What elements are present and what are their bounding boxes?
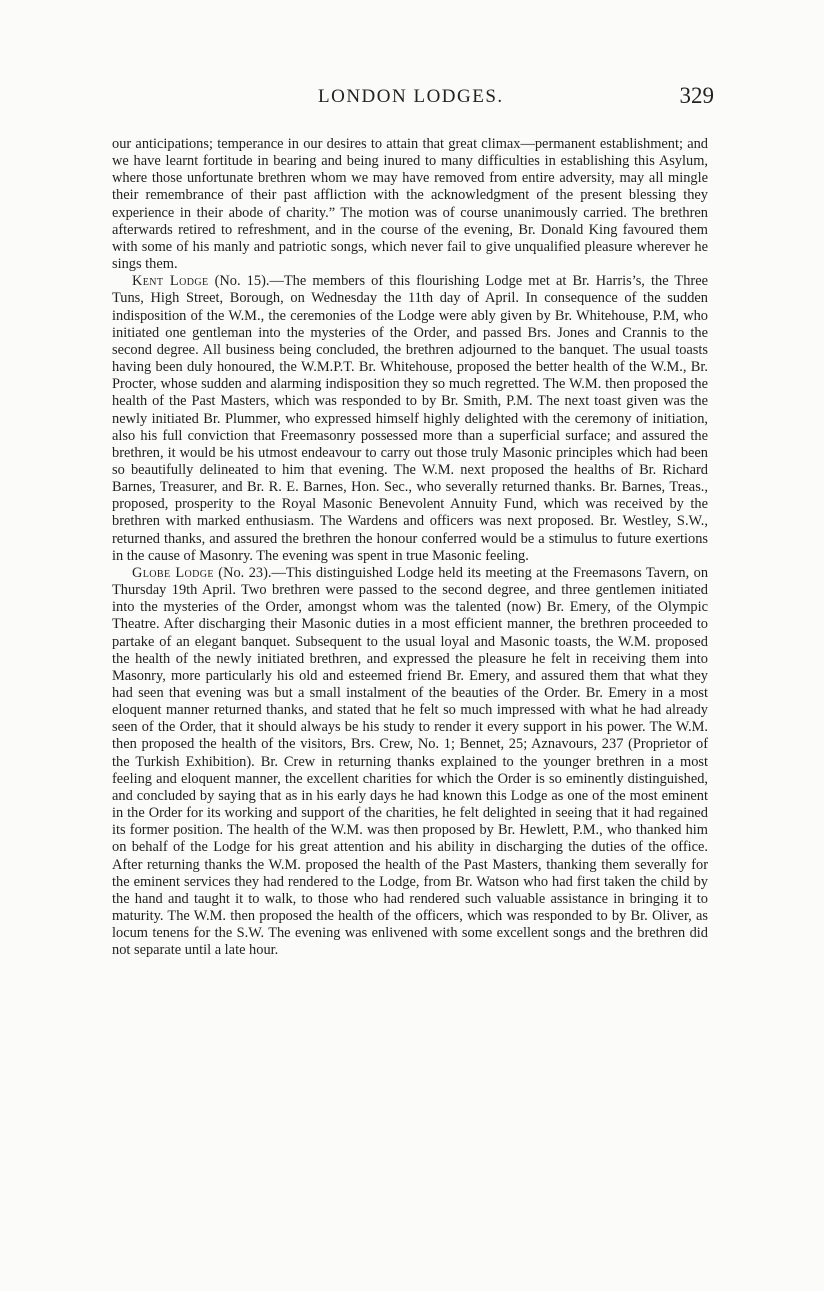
page-number: 329 bbox=[679, 83, 714, 108]
paragraph-globe-lodge bbox=[112, 565, 708, 960]
article-body bbox=[112, 136, 708, 960]
paragraph-kent-lodge bbox=[112, 273, 708, 565]
running-title: LONDON LODGES. bbox=[318, 86, 504, 107]
paragraph-text: our anticipations; temperance in our desires to attain that great climax—permanent establishment; and we have learnt fortitude in bearing and being inured to many difficulties in establishing this Asylum, where those unfortunate brethren whom we may have removed from entire adversity, may all mingle their remembrance of their past affliction with the acknowledgment of the present blessing they experience in their abode of charity.” The motion was of course unanimously carried. The brethren afterwards retired to refreshment, and in the course of the evening, Br. Donald King favoured them with some of his manly and patriotic songs, which never fail to give unqualified pleasure wherever he sings them. bbox=[112, 136, 708, 273]
running-head bbox=[0, 83, 824, 116]
lodge-name-kent: Kent Lodge bbox=[132, 273, 209, 290]
paragraph-text: (No. 23).—This distinguished Lodge held its meeting at the Freemasons Tavern, on Thursday 19th April. Two brethren were passed to the second degree, and three gentlemen initiated into the mysteries of the Order, amongst whom was the talented (now) Br. Emery, of the Olympic Theatre. After discharging their Masonic duties in a most efficient manner, the brethren proceeded to partake of an elegant banquet. Subsequent to the usual loyal and Masonic toasts, the W.M. proposed the health of the newly initiated brethren, and expressed the pleasure he felt in receiving them into Masonry, more particularly his old and esteemed friend Br. Emery, and assured them that what they had seen that evening was but a small instalment of the beauties of the Order. Br. Emery in a most eloquent manner returned thanks, and stated that he felt so much impressed with what he had already seen of the Order, that it should always be his study to render it every support in his power. The W.M. then proposed the health of the visitors, Brs. Crew, No. 1; Bennet, 25; Aznavours, 237 (Proprietor of the Turkish Exhibition). Br. Crew in returning thanks explained to the younger brethren in a most feeling and eloquent manner, the excellent charities for which the Order is so eminently distinguished, and concluded by saying that as in his early days he had known this Lodge as one of the most eminent in the Order for its working and support of the charities, he felt delighted in seeing that it had regained its former position. The health of the W.M. was then proposed by Br. Hewlett, P.M., who thanked him on behalf of the Lodge for his great attention and his ability in discharging the duties of the office. After returning thanks the W.M. proposed the health of the Past Masters, thanking them severally for the eminent services they had rendered to the Lodge, from Br. Watson who had first taken the child by the hand and taught it to walk, to those who had rendered such valuable assistance in bringing it to maturity. The W.M. then proposed the health of the officers, which was responded to by Br. Oliver, as locum tenens for the S.W. The evening was enlivened with some excellent songs and the brethren did not separate until a late hour. bbox=[112, 564, 709, 959]
paragraph-text: (No. 15).—The members of this flourishing Lodge met at Br. Harris’s, the Three Tuns, High Street, Borough, on Wednesday the 11th day of April. In consequence of the sudden indisposition of the W.M., the ceremonies of the Lodge were ably given by Br. Whitehouse, P.M, who initiated one gentleman into the mysteries of the Order, and passed Brs. Jones and Crannis to the second degree. All business being concluded, the brethren adjourned to the banquet. The usual toasts having been duly honoured, the W.M.P.T. Br. Whitehouse, proposed the better health of the W.M., Br. Procter, whose sudden and alarming indisposition they so much regretted. The W.M. then proposed the health of the Past Masters, which was responded to by Br. Smith, P.M. The next toast given was the newly initiated Br. Plummer, who expressed himself highly delighted with the ceremony of initiation, also his full conviction that Freemasonry possessed more than a superficial surface; and assured the brethren, it would be his utmost endeavour to carry out those truly Masonic principles which had been so beautifully delineated to him that evening. The W.M. next proposed the healths of Br. Richard Barnes, Treasurer, and Br. R. E. Barnes, Hon. Sec., who severally returned thanks. Br. Barnes, Treas., proposed, prosperity to the Royal Masonic Benevolent Annuity Fund, which was received by the brethren with marked enthusiasm. The Wardens and officers was next proposed. Br. Westley, S.W., returned thanks, and assured the brethren the honour conferred would be a stimulus to future exertions in the cause of Masonry. The evening was spent in true Masonic feeling. bbox=[112, 273, 708, 564]
paragraph-continuation bbox=[112, 136, 708, 273]
lodge-name-globe: Globe Lodge bbox=[132, 564, 214, 581]
